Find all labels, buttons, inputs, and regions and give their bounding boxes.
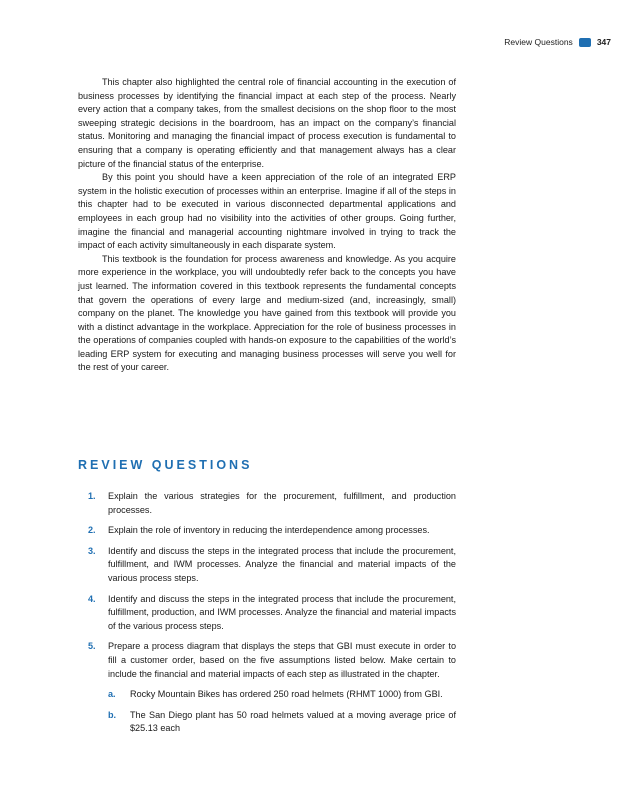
page-number: 347 (596, 37, 611, 47)
question-text: Explain the various strategies for the procurement, fulfillment, and production processes. (108, 491, 456, 515)
sub-question-item (108, 688, 456, 702)
question-number: 2. (88, 525, 96, 536)
question-text: Prepare a process diagram that displays the steps that GBI must execute in order to fill a customer order, based on the five assumptions listed below. Make certain to include the financial and material impacts of each step as illustrated in the chapter. (108, 641, 456, 679)
question-item (88, 524, 456, 538)
question-number: 1. (88, 491, 96, 501)
sub-question-list (108, 688, 456, 736)
question-number: 4. (88, 593, 96, 604)
question-text: Identify and discuss the steps in the integrated process that include the procurement, fulfillment, production, and IWM processes. Analyze the financial and material impacts of the various process steps. (108, 593, 456, 631)
running-header-section: Review Questions (504, 37, 573, 47)
sub-question-item (108, 709, 456, 736)
question-item (88, 490, 456, 517)
question-number: 3. (88, 545, 96, 556)
question-text: Identify and discuss the steps in the integrated process that include the procurement, fulfillment, and IWM processes. Analyze the financial and material impacts of the various process steps. (108, 545, 456, 583)
question-item (88, 593, 456, 634)
sub-question-text: The San Diego plant has 50 road helmets valued at a moving average price of $25.13 each (130, 709, 456, 734)
body-paragraph-2: By this point you should have a keen appreciation of the role of an integrated ERP system in the holistic execution of processes within an enterprise. Imagine if all of the steps in this chapter had to be executed in various disconnected departmental applications and employees in each group had no visibility into the activities of other groups. Going further, imagine the financial and managerial accounting nightmare involved in trying to track the impact of each activity simultaneously in each disparate system. (78, 172, 456, 251)
review-questions-heading: REVIEW QUESTIONS (78, 458, 253, 472)
sub-question-label: b. (108, 709, 117, 720)
body-paragraph-3: This textbook is the foundation for process awareness and knowledge. As you acquire more experience in the workplace, you will undoubtedly refer back to the concepts you have just learned. The information covered in this textbook represents the fundamental concepts that govern the operations of every large and medium-sized (and, increasingly, small) company on the planet. The knowledge you have gained from this textbook will provide you with a distinct advantage in the workplace. Appreciation for the role of business processes in the operations of companies coupled with hands-on exposure to the capabilities of the world’s leading ERP system for executing and managing business processes will serve you well for the rest of your career. (78, 253, 456, 373)
body-text (78, 76, 456, 375)
review-questions-list (88, 490, 456, 750)
question-item (88, 545, 456, 586)
question-number: 5. (88, 641, 96, 652)
header-marker-icon (579, 38, 591, 47)
sub-question-text: Rocky Mountain Bikes has ordered 250 road helmets (RHMT 1000) from GBI. (130, 689, 443, 700)
running-header (504, 37, 611, 47)
question-body (108, 640, 456, 743)
body-paragraph-1: This chapter also highlighted the central role of financial accounting in the execution of business processes by identifying the financial impact at each step of the process. Nearly every action that a company takes, from the smallest decisions on the shop floor to the most sweeping strategic decisions in the boardroom, has an impact on the company’s financial status. Monitoring and managing the financial impact of process execution is fundamental to ensuring that a company is operating efficiently and that management always has a clear picture of the financial status of the enterprise. (78, 77, 456, 169)
sub-question-label: a. (108, 689, 116, 700)
question-item (88, 640, 456, 743)
question-text: Explain the role of inventory in reducing the interdependence among processes. (108, 525, 430, 536)
